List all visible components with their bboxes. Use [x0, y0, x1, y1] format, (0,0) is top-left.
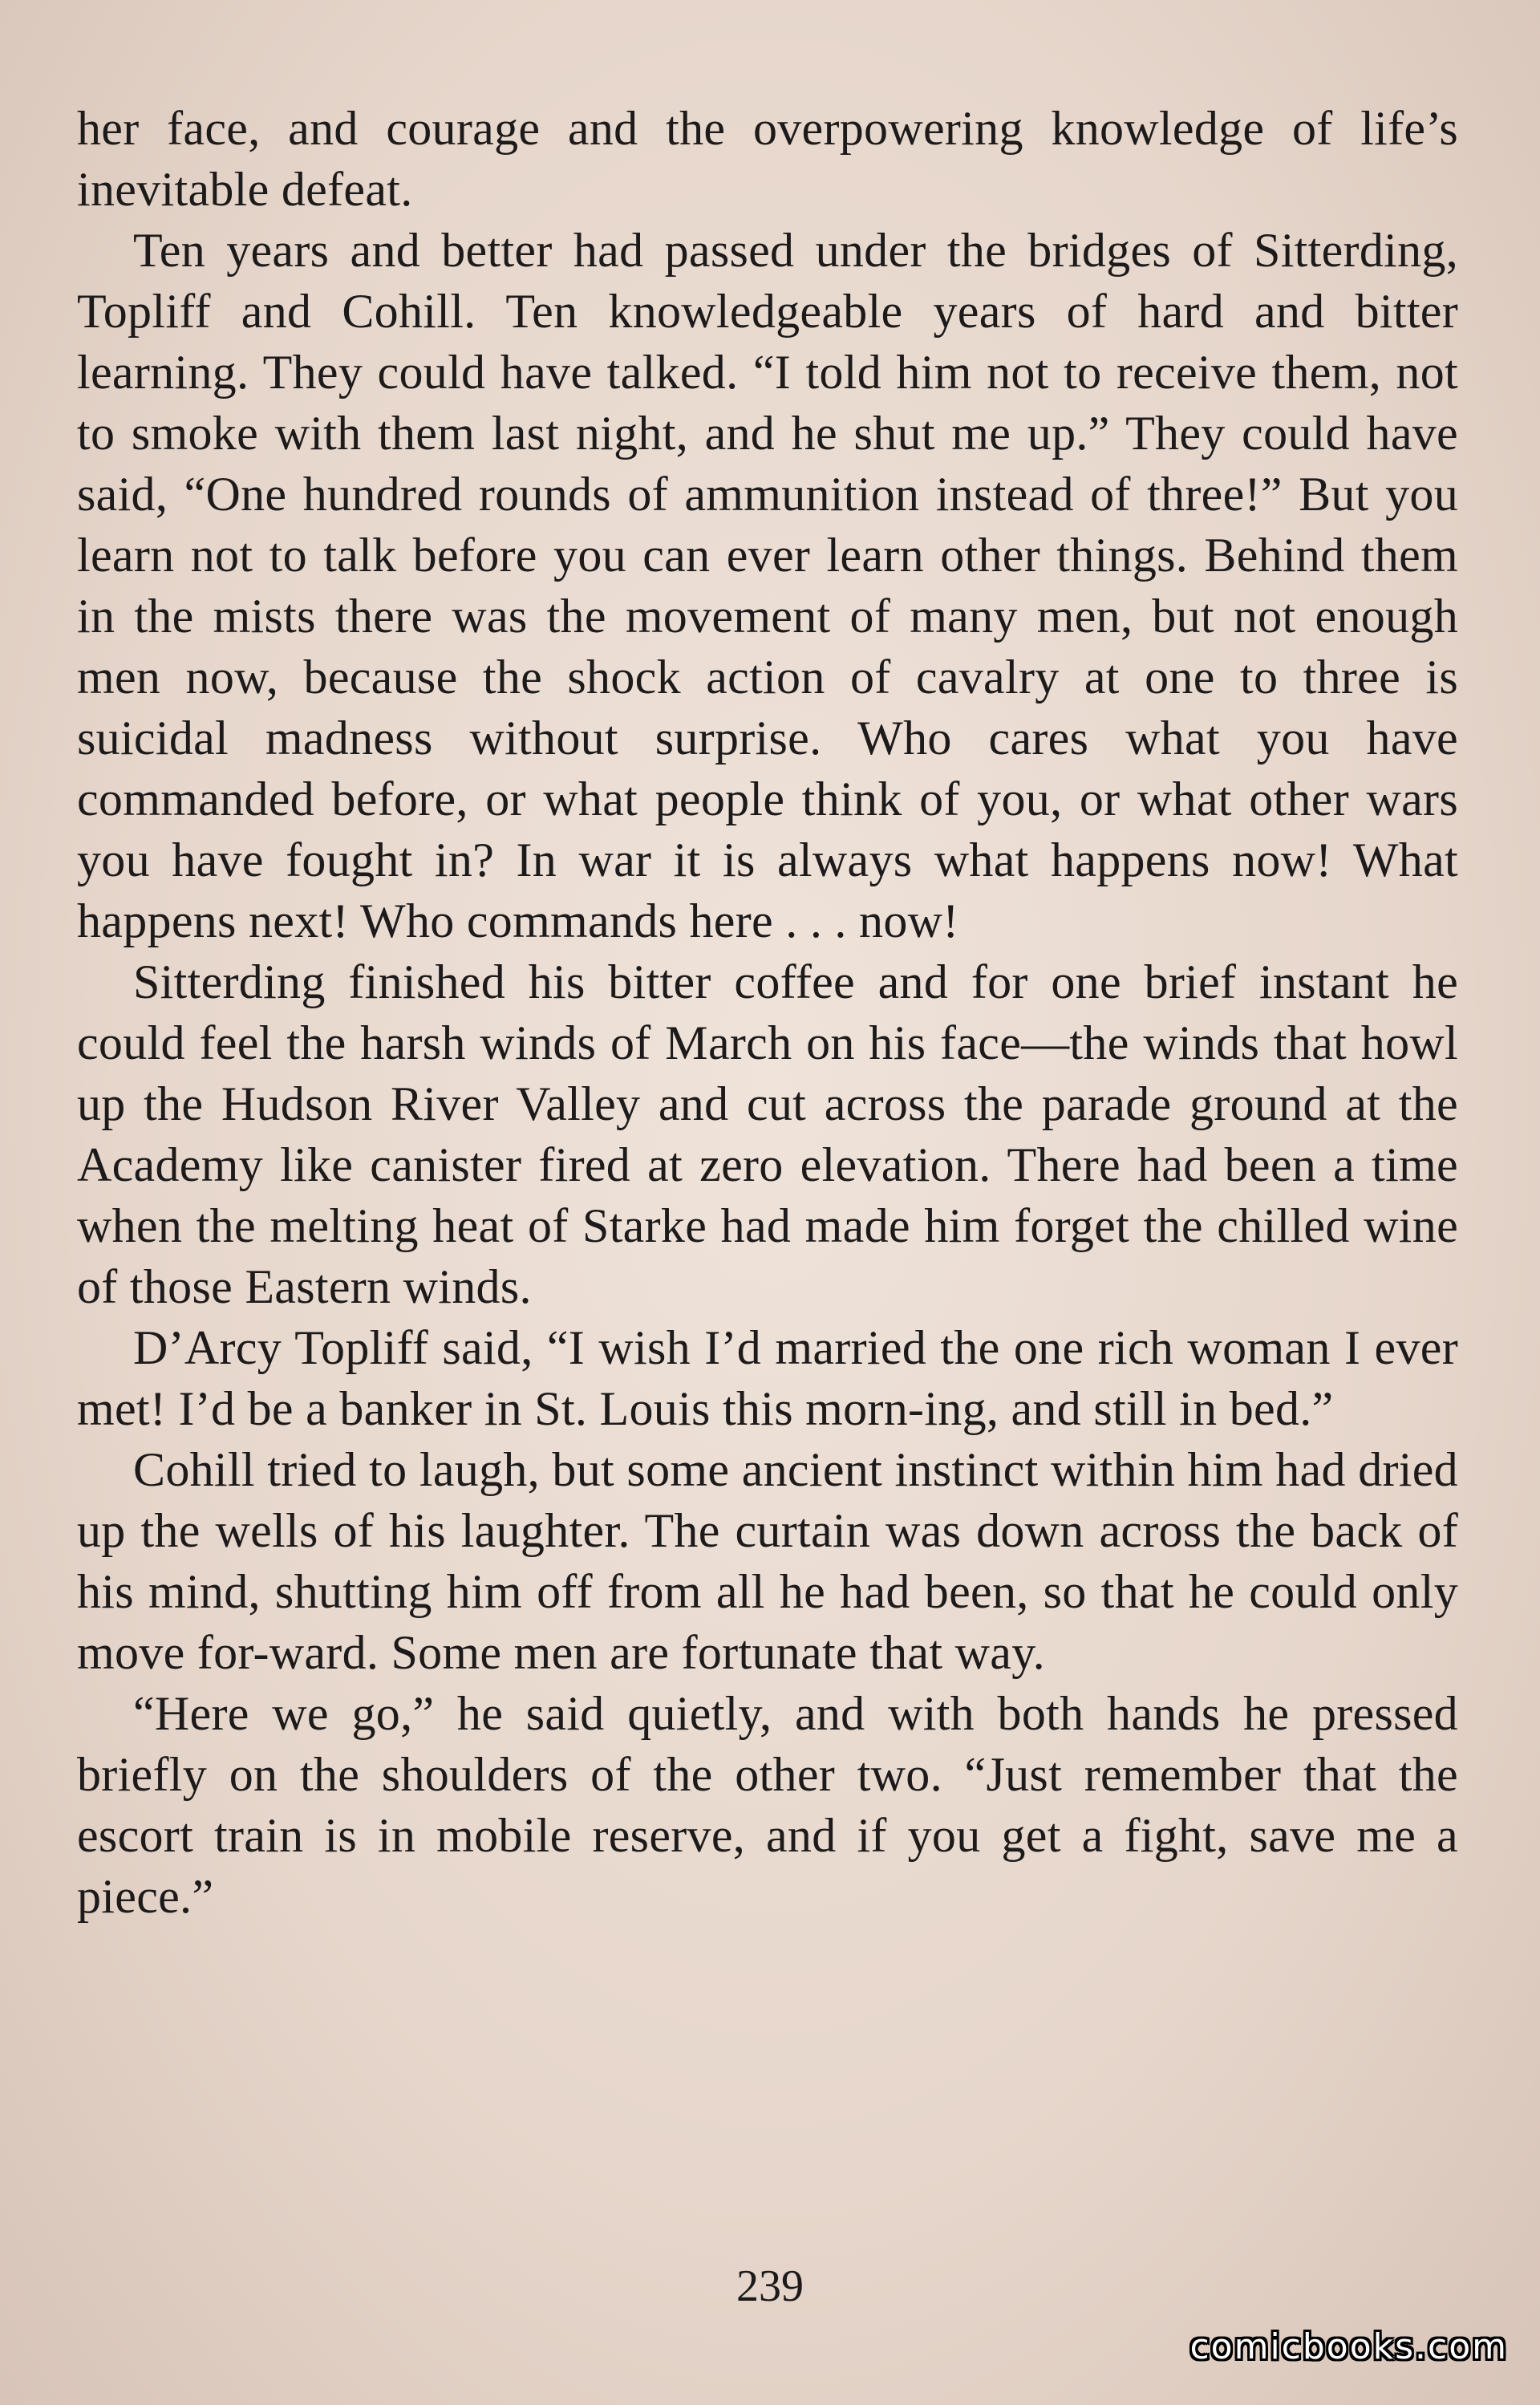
paragraph-4: D’Arcy Topliff said, “I wish I’d married the one rich woman I ever met! I’d be a banker in St. Louis this morn-ing, and still in bed.” — [77, 1321, 1458, 1435]
paragraph-1: her face, and courage and the overpowering knowledge of life’s inevitable defeat. — [77, 102, 1458, 216]
body-text — [77, 98, 1458, 1927]
paragraph-6: “Here we go,” he said quietly, and with both hands he pressed briefly on the shoulders of the other two. “Just remember that the escort train is in mobile reserve, and if you get a fight, save me a piece.” — [77, 1687, 1458, 1923]
page-number: 239 — [736, 2261, 804, 2311]
site-watermark: comicbooks.com — [1189, 2326, 1508, 2367]
paragraph-2: Ten years and better had passed under the bridges of Sitterding, Topliff and Cohill. Ten knowledgeable years of hard and bitter learning. They could have talked. “I told him not to receive them, not to smoke with them last night, and he shut me up.” They could have said, “One hundred rounds of ammunition instead of three!” But you learn not to talk before you can ever learn other things. Behind them in the mists there was the movement of many men, but not enough men now, because the shock action of cavalry at one to three is suicidal madness without surprise. Who cares what you have commanded before, or what people think of you, or what other wars you have fought in? In war it is always what happens now! What happens next! Who commands here . . . now! — [77, 224, 1458, 947]
paragraph-3: Sitterding finished his bitter coffee and for one brief instant he could feel the harsh winds of March on his face—the winds that howl up the Hudson River Valley and cut across the parade ground at the Academy like canister fired at zero elevation. There had been a time when the melting heat of Starke had made him forget the chilled wine of those Eastern winds. — [77, 955, 1458, 1313]
paragraph-5: Cohill tried to laugh, but some ancient instinct within him had dried up the wells of his laughter. The curtain was down across the back of his mind, shutting him off from all he had been, so that he could only move for-ward. Some men are fortunate that way. — [77, 1443, 1458, 1679]
